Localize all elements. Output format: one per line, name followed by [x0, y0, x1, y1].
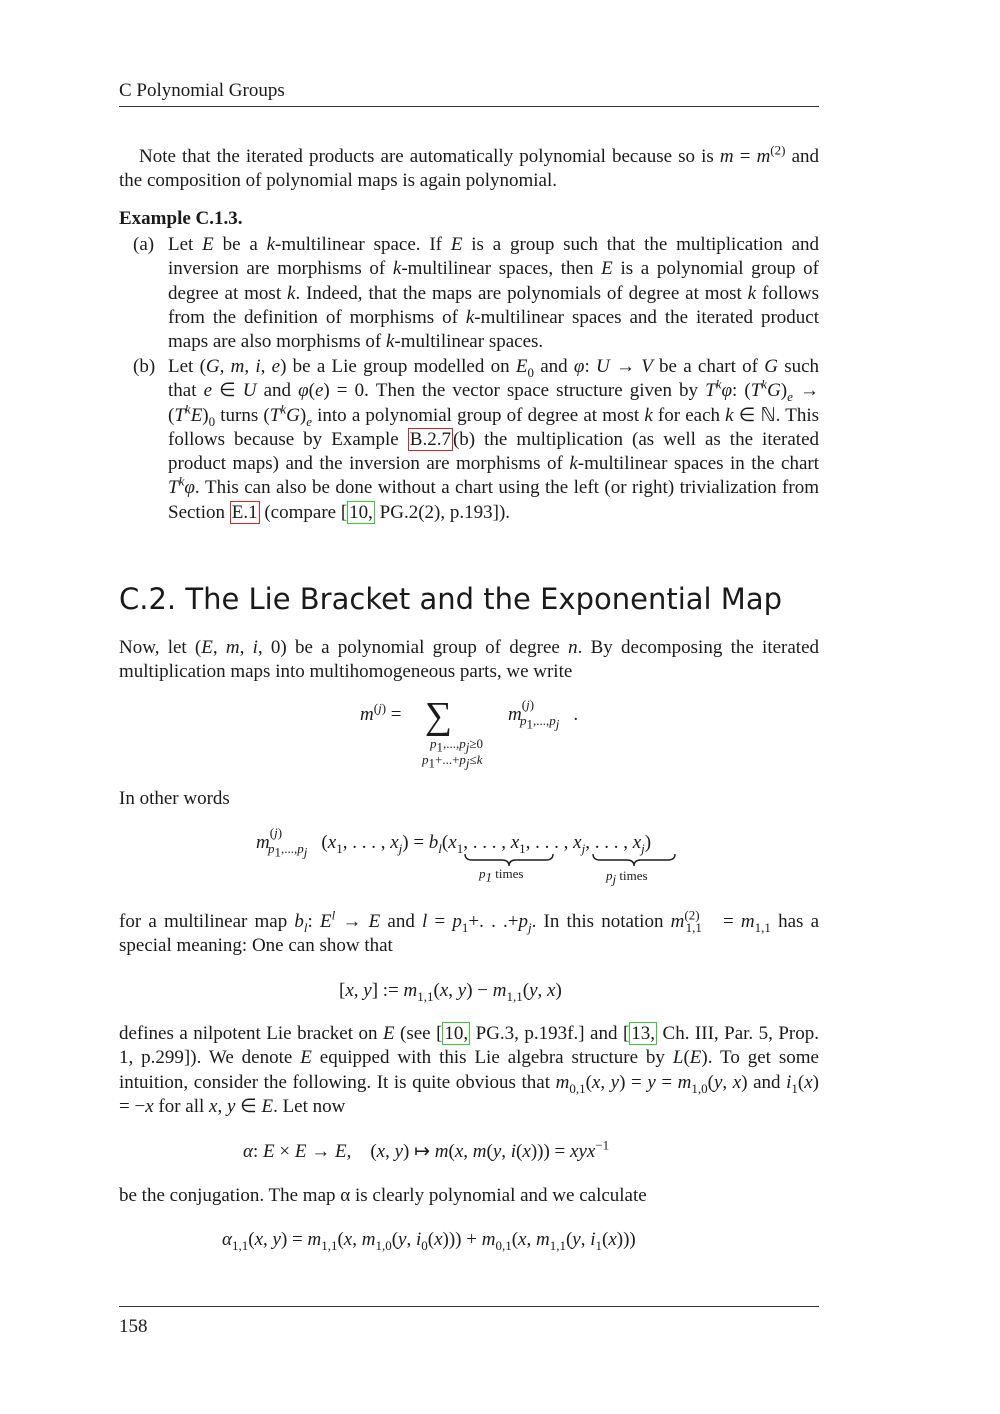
paragraph-multilinear-map: for a multilinear map $b_l$: $E^l \to E$ and $l = p_1+$. . $.+p_j$. In this notation $m^{(2)}_{1,1} = m_{1,1}$ has a special meaning: One can show that [119, 907, 820, 957]
paragraph-lie-bracket: defines a nilpotent Lie bracket on E (see [ 10, PG.3, p.193f.] and [ 13, Ch. III, Par. 5, Prop. 1, p.299]). We denote E equipped with this Lie algebra structure by L(E). To get some intuition, consider the following. It is quite obvious that $m_{0,1}(x$, $y) = y = m_{1,0}(y$, x) and $i_1(x) = -x$ for all x, y ∈ E. Let now [119, 1023, 820, 1117]
paragraph-other-words: In other words [119, 788, 230, 809]
underbrace-pj [592, 853, 676, 867]
intro-paragraph: Note that the iterated products are automatically polynomial because so is $m = m^{(2)}$ and the composition of polynomial maps is again polynomial. [119, 142, 819, 192]
equation-multilinear: $m^{(j)}_{p_1,...,p_j}$ ($x_1$, . . . , $x_j) = b_l(x_1$, . . . , $x_1$, . . . , $x_j$, . . . , $x_j$) [256, 824, 652, 860]
example-title: Example C.1.3. [119, 208, 243, 229]
citation-13[interactable]: 13, [631, 1023, 656, 1044]
header-rule [119, 106, 819, 107]
label-p1-times: $p_1$ times [479, 866, 524, 885]
ref-section-e1[interactable]: E.1 [231, 501, 258, 523]
equation-bracket: [x, y] := $m_{1,1}(x$, $y) - m_{1,1}(y$, x) [339, 980, 562, 1004]
equation-sum-term: $m^{(j)}_{p_1,...,p_j}$ . [508, 696, 579, 732]
item-a-label: (a) [133, 234, 155, 255]
sum-subscript-1: $p_1,...,p_j\ge 0$ [430, 736, 484, 755]
citation-10-b[interactable]: 10, [444, 1023, 469, 1044]
equation-sum: $m^{(j)}$ = [360, 700, 402, 725]
citation-10[interactable]: 10, [349, 501, 373, 523]
sum-subscript-2: $p_1+...+p_j\le k$ [422, 752, 483, 771]
paragraph-decomposition: Now, let (E, m, i, 0) be a polynomial group of degree n. By decomposing the iterated multiplication maps into multihomogeneous parts, we write [119, 637, 819, 683]
label-pj-times: $p_j$ times [606, 868, 648, 887]
footer-rule [119, 1306, 819, 1307]
example-item-b [133, 355, 819, 525]
ref-example-b27[interactable]: B.2.7 [409, 428, 451, 450]
item-b-text: Let (G, m, i, e) be a Lie group modelled on $E_0$ and φ: U → V be a chart of G such that e ∈ U and φ(e) = 0. Then the vector space structure given by $T^k\varphi$: $(T^kG)_e \to (T^kE)_0$ turns $(T^kG)_e$ into a polynomial group of degree at most k for each k ∈ ℕ. This follows because by Example B.2.7 (b) the multiplication (as well as the iterated product maps) and the inversion are morphisms of k-multilinear spaces in the chart $T^k\varphi$. This can also be done without a chart using the left (or right) trivialization from Section E.1 (compare [ 10, PG.2(2), p.193]). [168, 356, 820, 523]
example-item-a [133, 233, 819, 354]
item-a-text: Let E be a k-multilinear space. If E is a group such that the multiplication and inversion are morphisms of k-multilinear spaces, then E is a polynomial group of degree at most k. Indeed, that the maps are polynomials of degree at most k follows from the definition of morphisms of k-multilinear spaces and the iterated product maps are also morphisms of k-multilinear spaces. [168, 234, 819, 353]
sum-symbol: ∑ [425, 695, 453, 737]
item-b-label: (b) [133, 356, 156, 377]
paragraph-conjugation: be the conjugation. The map α is clearly polynomial and we calculate [119, 1185, 647, 1206]
page-number: 158 [119, 1316, 148, 1337]
equation-alpha: $\alpha_{1,1}(x$, $y) = m_{1,1}(x$, $m_{1,0}(y$, $i_0(x))) + m_{0,1}(x$, $m_{1,1}(y$, $i_1(x)$)) [222, 1229, 636, 1253]
section-title: C.2. The Lie Bracket and the Exponential Map [119, 582, 783, 616]
running-header: C Polynomial Groups [119, 80, 285, 101]
equation-conjugation: α: E × E → E, (x, y) ↦ m(x, m(y, i(x))) = xyx$^{-1}$ [243, 1137, 610, 1162]
underbrace-p1 [464, 853, 554, 867]
